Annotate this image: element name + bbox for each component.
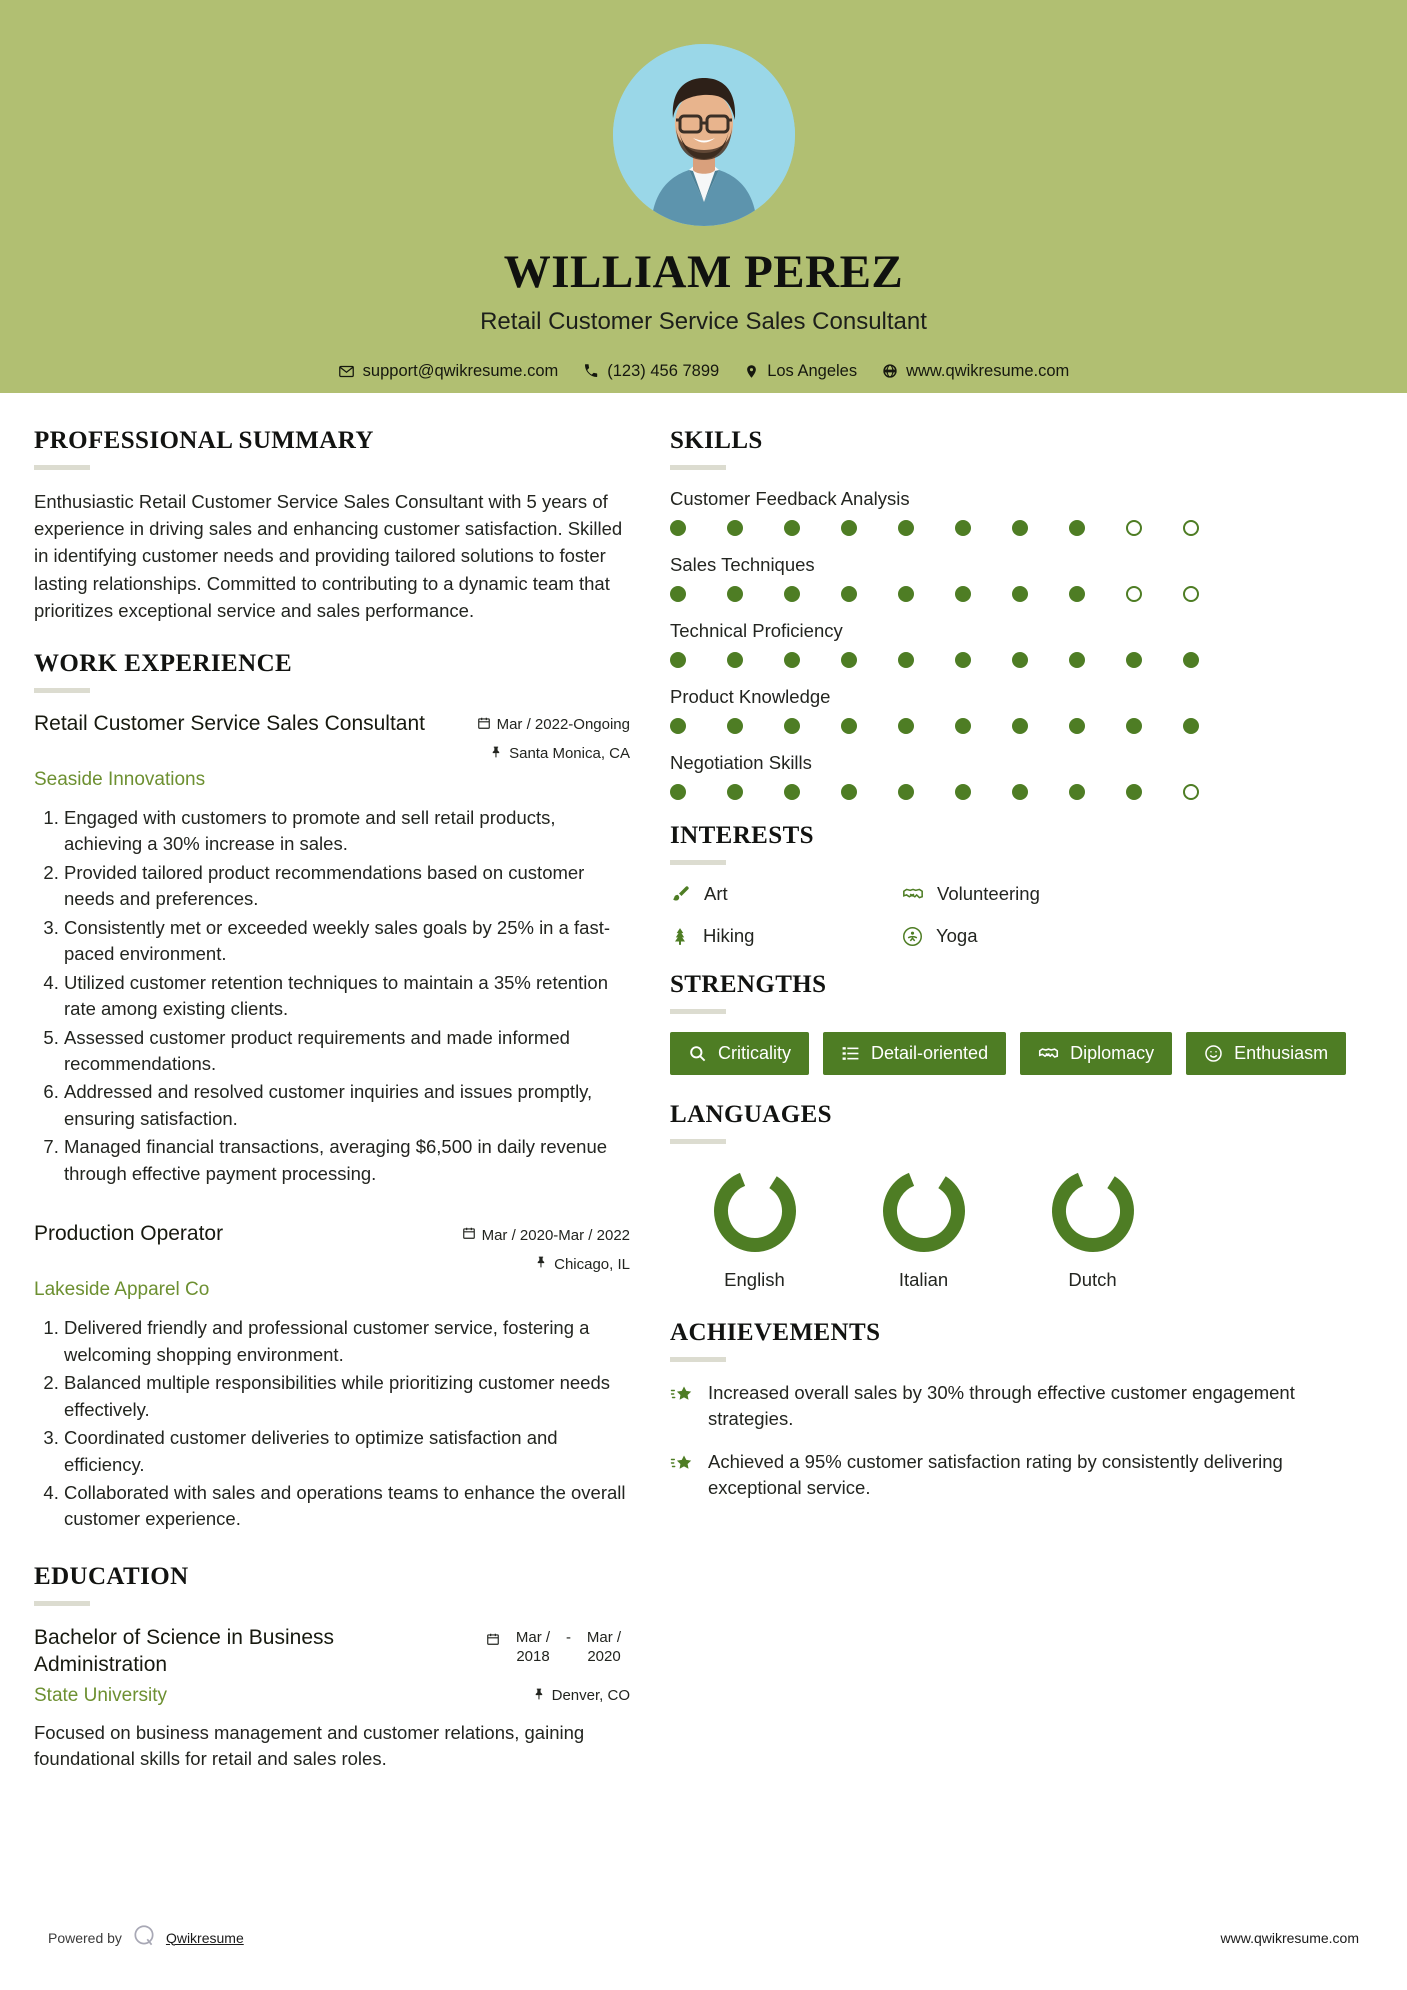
list-item: 1. Delivered friendly and professional customer service, fostering a welcoming shopping environment. <box>64 1315 630 1368</box>
list-item: 1. Engaged with customers to promote and sell retail products, achieving a 30% increase in sales. <box>64 805 630 858</box>
interest-item <box>670 925 902 947</box>
handshake-icon <box>1038 1043 1059 1064</box>
avatar <box>613 44 795 226</box>
rating-dot-filled <box>670 652 686 668</box>
language-progress-ring <box>710 1166 800 1256</box>
date-separator: - <box>566 1628 571 1646</box>
list-item: 5. Assessed customer product requirements and made informed recommendations. <box>64 1025 630 1078</box>
footer-website[interactable]: www.qwikresume.com <box>1220 1929 1359 1946</box>
job-dates-line <box>462 1226 630 1244</box>
rating-dot-filled <box>1012 586 1028 602</box>
page-title: WILLIAM PEREZ <box>503 246 904 298</box>
interest-label: Yoga <box>936 925 978 946</box>
rating-dot-filled <box>955 652 971 668</box>
work-entry <box>34 711 630 1187</box>
achievement-text: Increased overall sales by 30% through effective customer engagement strategies. <box>708 1382 1295 1430</box>
list-item: 3. Consistently met or exceeded weekly sales goals by 25% in a fast-paced environment. <box>64 915 630 968</box>
list-item: 6. Addressed and resolved customer inquiries and issues promptly, ensuring satisfaction. <box>64 1079 630 1132</box>
rating-dot-filled <box>955 718 971 734</box>
section-rule <box>670 1139 726 1144</box>
skill-rating <box>670 520 1352 536</box>
interest-item <box>902 925 1352 947</box>
list-item: 2. Balanced multiple responsibilities while prioritizing customer needs effectively. <box>64 1370 630 1423</box>
job-bullets <box>34 805 630 1187</box>
rating-dot-filled <box>727 784 743 800</box>
tree-icon <box>670 926 690 947</box>
interest-label: Volunteering <box>937 883 1040 904</box>
section-rule <box>34 465 90 470</box>
skill-item <box>670 752 1352 800</box>
skill-rating <box>670 652 1352 668</box>
rating-dot-filled <box>670 520 686 536</box>
education-date-start: Mar / 2018 <box>515 1628 551 1665</box>
rating-dot-filled <box>841 784 857 800</box>
strength-badge-detail-oriented <box>823 1032 1006 1075</box>
pin-icon <box>533 1687 546 1705</box>
rating-dot-filled <box>727 652 743 668</box>
strength-label: Diplomacy <box>1070 1043 1155 1063</box>
job-location: Santa Monica, CA <box>509 745 630 763</box>
rating-dot-filled <box>670 718 686 734</box>
rating-dot-filled <box>1183 718 1199 734</box>
rating-dot-filled <box>898 784 914 800</box>
resume-body <box>0 393 1407 1773</box>
powered-by-label: Powered by <box>48 1929 122 1946</box>
paintbrush-icon <box>670 884 691 905</box>
interest-item <box>902 883 1352 905</box>
skill-item <box>670 554 1352 602</box>
language-item <box>670 1166 839 1291</box>
rating-dot-filled <box>784 718 800 734</box>
strength-label: Criticality <box>718 1043 792 1063</box>
right-column <box>652 393 1352 1773</box>
calendar-icon <box>477 716 491 734</box>
star-icon <box>670 1380 694 1433</box>
phone-icon <box>583 363 599 379</box>
rating-dot-filled <box>955 784 971 800</box>
rating-dot-filled <box>1012 520 1028 536</box>
job-location: Chicago, IL <box>554 1255 630 1273</box>
job-meta <box>477 711 630 763</box>
interests-grid <box>670 883 1352 947</box>
rating-dot-empty <box>1183 586 1199 602</box>
rating-dot-filled <box>841 520 857 536</box>
skill-label: Negotiation Skills <box>670 752 812 773</box>
calendar-icon <box>486 1629 500 1650</box>
qwikresume-logo-icon <box>131 1923 157 1952</box>
skill-item <box>670 488 1352 536</box>
achievement-text: Achieved a 95% customer satisfaction rating by consistently delivering exceptional service. <box>708 1450 1283 1498</box>
job-location-line <box>477 745 630 763</box>
page-footer <box>0 1923 1407 1952</box>
pin-icon <box>535 1255 548 1273</box>
strengths-list <box>670 1032 1352 1075</box>
rating-dot-empty <box>1183 520 1199 536</box>
contact-phone-text: (123) 456 7899 <box>607 361 720 380</box>
contact-location-text: Los Angeles <box>767 361 858 380</box>
rating-dot-filled <box>841 652 857 668</box>
rating-dot-filled <box>955 520 971 536</box>
rating-dot-filled <box>1069 586 1085 602</box>
section-rule <box>670 860 726 865</box>
list-item: 4. Utilized customer retention techniques to maintain a 35% retention rate among existing clients. <box>64 970 630 1023</box>
section-heading-skills: SKILLS <box>670 427 763 454</box>
company-name: Seaside Innovations <box>34 768 206 790</box>
job-dates-line <box>477 716 630 734</box>
skill-label: Customer Feedback Analysis <box>670 488 910 509</box>
skill-item <box>670 686 1352 734</box>
star-icon <box>670 1449 694 1502</box>
rating-dot-filled <box>784 520 800 536</box>
rating-dot-filled <box>1183 652 1199 668</box>
interest-label: Hiking <box>703 925 755 946</box>
strength-badge-diplomacy <box>1020 1032 1172 1075</box>
education-dates <box>486 1624 630 1667</box>
section-rule <box>670 1357 726 1362</box>
strength-badge-criticality <box>670 1032 809 1075</box>
section-heading-interests: INTERESTS <box>670 822 814 849</box>
section-rule <box>34 688 90 693</box>
job-title: Production Operator <box>34 1222 224 1246</box>
language-item <box>1008 1166 1177 1291</box>
education-date-end: Mar / 2020 <box>586 1628 622 1665</box>
handshake-icon <box>902 883 924 905</box>
contact-website[interactable] <box>882 362 1069 381</box>
pin-icon <box>490 745 503 763</box>
rating-dot-filled <box>1069 718 1085 734</box>
smiley-icon <box>1204 1044 1223 1063</box>
achievement-item <box>670 1449 1352 1502</box>
section-languages <box>670 1101 1352 1291</box>
rating-dot-filled <box>1012 718 1028 734</box>
rating-dot-filled <box>898 520 914 536</box>
strength-label: Enthusiasm <box>1234 1043 1329 1063</box>
rating-dot-filled <box>955 586 971 602</box>
work-entry <box>34 1221 630 1533</box>
rating-dot-filled <box>841 718 857 734</box>
section-achievements <box>670 1319 1352 1501</box>
rating-dot-filled <box>1126 784 1142 800</box>
language-label: Italian <box>898 1269 949 1290</box>
list-item: 4. Collaborated with sales and operations teams to enhance the overall customer experience. <box>64 1480 630 1533</box>
degree-title: Bachelor of Science in Business Administration <box>34 1625 334 1677</box>
job-dates: Mar / 2022-Ongoing <box>496 716 630 734</box>
list-item: 7. Managed financial transactions, averaging $6,500 in daily revenue through effective payment processing. <box>64 1134 630 1187</box>
language-progress-ring <box>879 1166 969 1256</box>
language-label: Dutch <box>1068 1269 1117 1290</box>
contact-email-text: support@qwikresume.com <box>362 361 559 380</box>
languages-list <box>670 1166 1352 1291</box>
rating-dot-filled <box>784 586 800 602</box>
contact-location[interactable] <box>744 362 857 381</box>
company-name: Lakeside Apparel Co <box>34 1279 210 1301</box>
section-interests <box>670 822 1352 947</box>
language-label: English <box>724 1269 785 1290</box>
resume-header <box>0 0 1407 393</box>
education-description: Focused on business management and customer relations, gaining foundational skills for retail and sales roles. <box>34 1721 585 1770</box>
section-education <box>34 1563 630 1773</box>
rating-dot-filled <box>898 586 914 602</box>
contact-email[interactable] <box>338 362 559 381</box>
contact-phone[interactable] <box>583 362 719 381</box>
globe-icon <box>882 363 898 379</box>
footer-powered-by <box>48 1923 244 1952</box>
summary-text: Enthusiastic Retail Customer Service Sales Consultant with 5 years of experience in driving sales and enhancing customer satisfaction. Skilled in identifying customer needs and providing tailored solutions to foster lasting relationships. Committed to contributing to a dynamic team that prioritizes exceptional service and sales performance. <box>34 491 623 621</box>
skill-label: Technical Proficiency <box>670 620 843 641</box>
rating-dot-filled <box>784 784 800 800</box>
language-item <box>839 1166 1008 1291</box>
interest-label: Art <box>704 883 728 904</box>
skill-rating <box>670 784 1352 800</box>
calendar-icon <box>462 1226 476 1244</box>
rating-dot-filled <box>1126 718 1142 734</box>
section-heading-languages: LANGUAGES <box>670 1101 832 1128</box>
rating-dot-filled <box>1069 520 1085 536</box>
rating-dot-filled <box>784 652 800 668</box>
magnifier-icon <box>688 1044 707 1063</box>
mail-icon <box>338 363 355 380</box>
job-bullets <box>34 1315 630 1533</box>
rating-dot-filled <box>1126 652 1142 668</box>
job-location-line <box>462 1255 630 1273</box>
language-progress-ring <box>1048 1166 1138 1256</box>
skill-label: Sales Techniques <box>670 554 815 575</box>
job-meta <box>462 1221 630 1273</box>
section-skills <box>670 427 1352 800</box>
rating-dot-filled <box>670 784 686 800</box>
school-name: State University <box>34 1684 168 1706</box>
education-location-line <box>533 1687 630 1705</box>
rating-dot-filled <box>898 718 914 734</box>
rating-dot-filled <box>727 586 743 602</box>
contact-website-text: www.qwikresume.com <box>906 361 1070 380</box>
list-icon <box>841 1044 860 1063</box>
location-pin-icon <box>744 363 759 380</box>
rating-dot-filled <box>727 718 743 734</box>
education-location: Denver, CO <box>551 1687 630 1704</box>
section-heading-education: EDUCATION <box>34 1562 189 1590</box>
list-item: 3. Coordinated customer deliveries to optimize satisfaction and efficiency. <box>64 1425 630 1478</box>
job-subtitle: Retail Customer Service Sales Consultant <box>480 307 927 335</box>
left-column <box>34 393 652 1773</box>
skill-label: Product Knowledge <box>670 686 831 707</box>
rating-dot-filled <box>1012 784 1028 800</box>
rating-dot-filled <box>1069 784 1085 800</box>
rating-dot-empty <box>1126 520 1142 536</box>
rating-dot-filled <box>670 586 686 602</box>
section-rule <box>34 1601 90 1606</box>
strength-badge-enthusiasm <box>1186 1032 1346 1075</box>
rating-dot-filled <box>727 520 743 536</box>
section-heading-work: WORK EXPERIENCE <box>34 649 293 677</box>
skills-list <box>670 488 1352 800</box>
section-professional-summary <box>34 427 630 624</box>
skill-item <box>670 620 1352 668</box>
contact-row <box>0 362 1407 381</box>
skill-rating <box>670 718 1352 734</box>
section-strengths <box>670 971 1352 1075</box>
rating-dot-filled <box>1069 652 1085 668</box>
section-heading-strengths: STRENGTHS <box>670 971 827 998</box>
achievement-item <box>670 1380 1352 1433</box>
section-rule <box>670 1009 726 1014</box>
skill-rating <box>670 586 1352 602</box>
rating-dot-filled <box>898 652 914 668</box>
strength-label: Detail-oriented <box>871 1043 989 1063</box>
rating-dot-filled <box>1012 652 1028 668</box>
job-title: Retail Customer Service Sales Consultant <box>34 711 426 735</box>
section-rule <box>670 465 726 470</box>
yoga-icon <box>902 926 923 947</box>
rating-dot-empty <box>1183 784 1199 800</box>
section-heading-summary: PROFESSIONAL SUMMARY <box>34 427 374 454</box>
rating-dot-filled <box>841 586 857 602</box>
list-item: 2. Provided tailored product recommendations based on customer needs and preferences. <box>64 860 630 913</box>
footer-brand-link[interactable]: Qwikresume <box>165 1929 244 1946</box>
section-heading-achievements: ACHIEVEMENTS <box>670 1319 881 1346</box>
job-dates: Mar / 2020-Mar / 2022 <box>481 1226 630 1244</box>
section-work-experience <box>34 650 630 1533</box>
rating-dot-empty <box>1126 586 1142 602</box>
interest-item <box>670 883 902 905</box>
